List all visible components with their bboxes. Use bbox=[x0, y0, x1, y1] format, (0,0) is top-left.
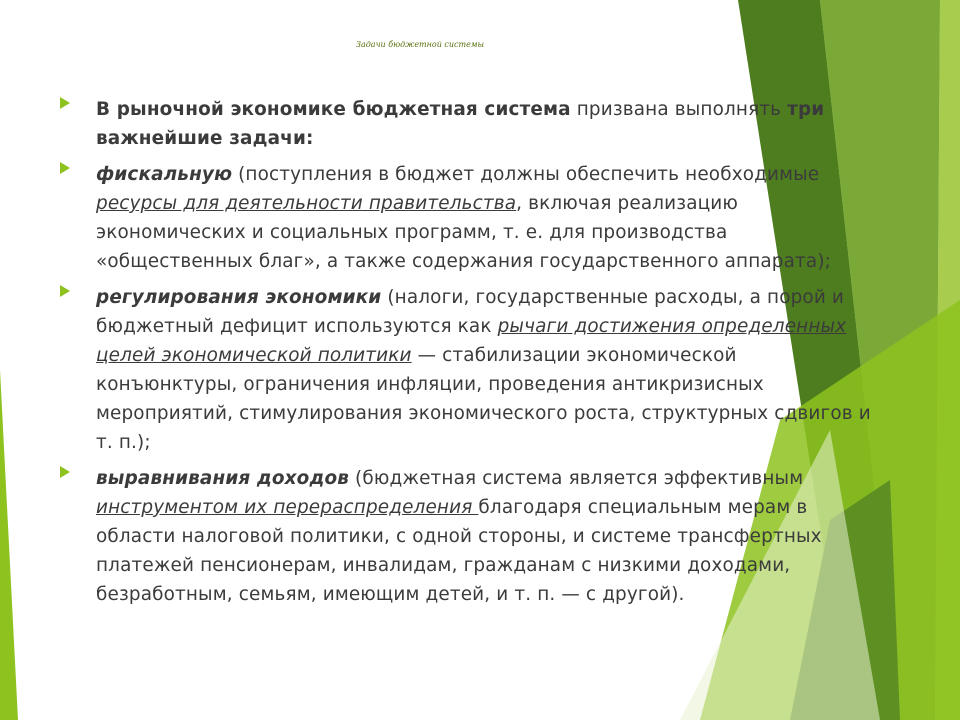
slide-title: Задачи бюджетной системы bbox=[355, 40, 485, 49]
bullet-text bbox=[96, 160, 878, 276]
equalization-text-2: благодаря специальным мерам в области налоговой политики, с одной стороны, и системе трансфертных платежей пенсионерам, инвалидам, гражданам с низкими доходами, безработным, семьям, имеющим детей, и т. п. — с другой). bbox=[96, 497, 822, 605]
intro-bold-lead: В рыночной экономике бюджетная система bbox=[96, 99, 571, 120]
triangle-right-icon bbox=[60, 285, 70, 297]
link-resources[interactable]: ресурсы для деятельности правительства bbox=[96, 193, 517, 214]
term-fiscal: фискальную bbox=[96, 164, 233, 185]
bullet-item-intro bbox=[58, 95, 878, 153]
intro-plain: призвана выполнять bbox=[570, 99, 788, 120]
bullet-text bbox=[96, 283, 878, 457]
bullet-text bbox=[96, 464, 878, 609]
link-instrument[interactable]: инструментом их перераспределения bbox=[96, 497, 479, 518]
left-green-stripe bbox=[0, 370, 18, 720]
triangle-right-icon bbox=[60, 97, 70, 109]
regulation-text-1: (налоги, государственные расходы, а порой и бюджетный дефицит используются как bbox=[96, 287, 845, 337]
triangle-right-icon bbox=[60, 162, 70, 174]
bullet-item-equalization bbox=[58, 464, 878, 609]
bullet-list bbox=[58, 95, 878, 616]
link-levers[interactable]: рычаги достижения определенных целей экономической политики bbox=[96, 316, 847, 366]
triangle-right-icon bbox=[60, 466, 70, 478]
term-equalization: выравнивания доходов bbox=[96, 468, 350, 489]
fiscal-text-1: (поступления в бюджет должны обеспечить необходимые bbox=[232, 164, 820, 185]
term-regulation: регулирования экономики bbox=[96, 287, 382, 308]
fiscal-text-2: , включая реализацию экономических и социальных программ, т. е. для производства «общественных благ», а также содержания государственного аппарата); bbox=[96, 193, 831, 272]
bullet-text bbox=[96, 95, 878, 153]
bullet-item-regulation bbox=[58, 283, 878, 457]
bullet-item-fiscal bbox=[58, 160, 878, 276]
equalization-text-1: (бюджетная система является эффективным bbox=[349, 468, 804, 489]
intro-bold-tail: три важнейшие задачи: bbox=[96, 99, 825, 149]
regulation-text-2: — стабилизации экономической конъюнктуры, ограничения инфляции, проведения антикризисных мероприятий, стимулирования экономического роста, структурных сдвигов и т. п.); bbox=[96, 345, 871, 453]
